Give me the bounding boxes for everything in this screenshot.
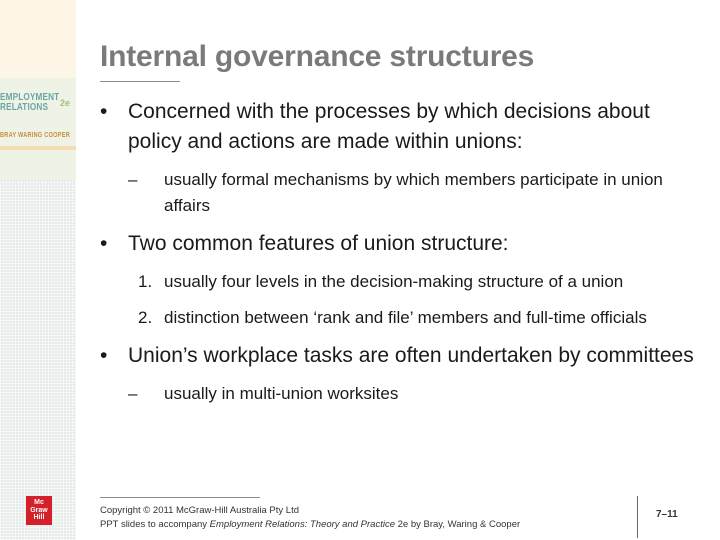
sub-bullet-marker: – — [128, 384, 138, 403]
numbered-marker: 1. — [138, 272, 153, 291]
footer-copyright: Copyright © 2011 McGraw-Hill Australia Pty Ltd — [100, 505, 300, 516]
book-title-line2: RELATIONS — [0, 101, 49, 113]
footer-slides-prefix: PPT slides to accompany — [100, 519, 210, 530]
bullet-item — [100, 97, 700, 157]
slide-title: Internal governance structures — [100, 40, 535, 73]
sidebar-header-block — [0, 0, 76, 78]
numbered-item — [100, 305, 700, 331]
bullet-text: Union’s workplace tasks are often undertaken by committees — [128, 344, 694, 367]
footer-divider — [637, 496, 638, 538]
bullet-item — [100, 229, 700, 259]
book-cover-title — [0, 92, 59, 112]
footer-slides-suffix: 2e by Bray, Waring & Cooper — [395, 519, 521, 530]
bullet-text: Concerned with the processes by which decisions about policy and actions are made within unions: — [128, 100, 650, 153]
slide-content — [100, 97, 700, 417]
footer-rule — [100, 497, 260, 498]
page-number: 7–11 — [656, 509, 678, 520]
mcgraw-hill-logo — [26, 496, 52, 525]
bullet-item — [100, 341, 700, 371]
numbered-marker: 2. — [138, 308, 153, 327]
book-cover-image — [0, 78, 76, 180]
book-cover-edition: 2e — [60, 98, 71, 108]
sub-bullet-marker: – — [128, 170, 138, 189]
footer-text — [100, 504, 520, 532]
sub-bullet-item — [100, 167, 700, 219]
sub-bullet-text: usually in multi-union worksites — [164, 384, 399, 403]
bullet-marker: • — [100, 232, 108, 255]
numbered-text: usually four levels in the decision-making structure of a union — [164, 272, 624, 291]
book-cover-authors: BRAY WARING COOPER — [0, 132, 70, 139]
numbered-text: distinction between ‘rank and file’ members and full-time officials — [164, 308, 647, 327]
sidebar — [0, 0, 76, 540]
bullet-marker: • — [100, 100, 108, 123]
sub-bullet-item — [100, 381, 700, 407]
logo-line1: Mc — [34, 499, 44, 507]
logo-line2: Graw — [30, 506, 48, 514]
book-title-line1: EMPLOYMENT — [0, 91, 60, 103]
numbered-item — [100, 269, 700, 295]
logo-line3: Hill — [33, 514, 45, 522]
title-underline — [100, 81, 180, 82]
footer-book-name: Employment Relations: Theory and Practice — [209, 519, 395, 530]
bullet-text: Two common features of union structure: — [128, 232, 509, 255]
book-cover-band — [0, 146, 76, 150]
sub-bullet-text: usually formal mechanisms by which members participate in union affairs — [164, 170, 663, 215]
bullet-marker: • — [100, 344, 108, 367]
